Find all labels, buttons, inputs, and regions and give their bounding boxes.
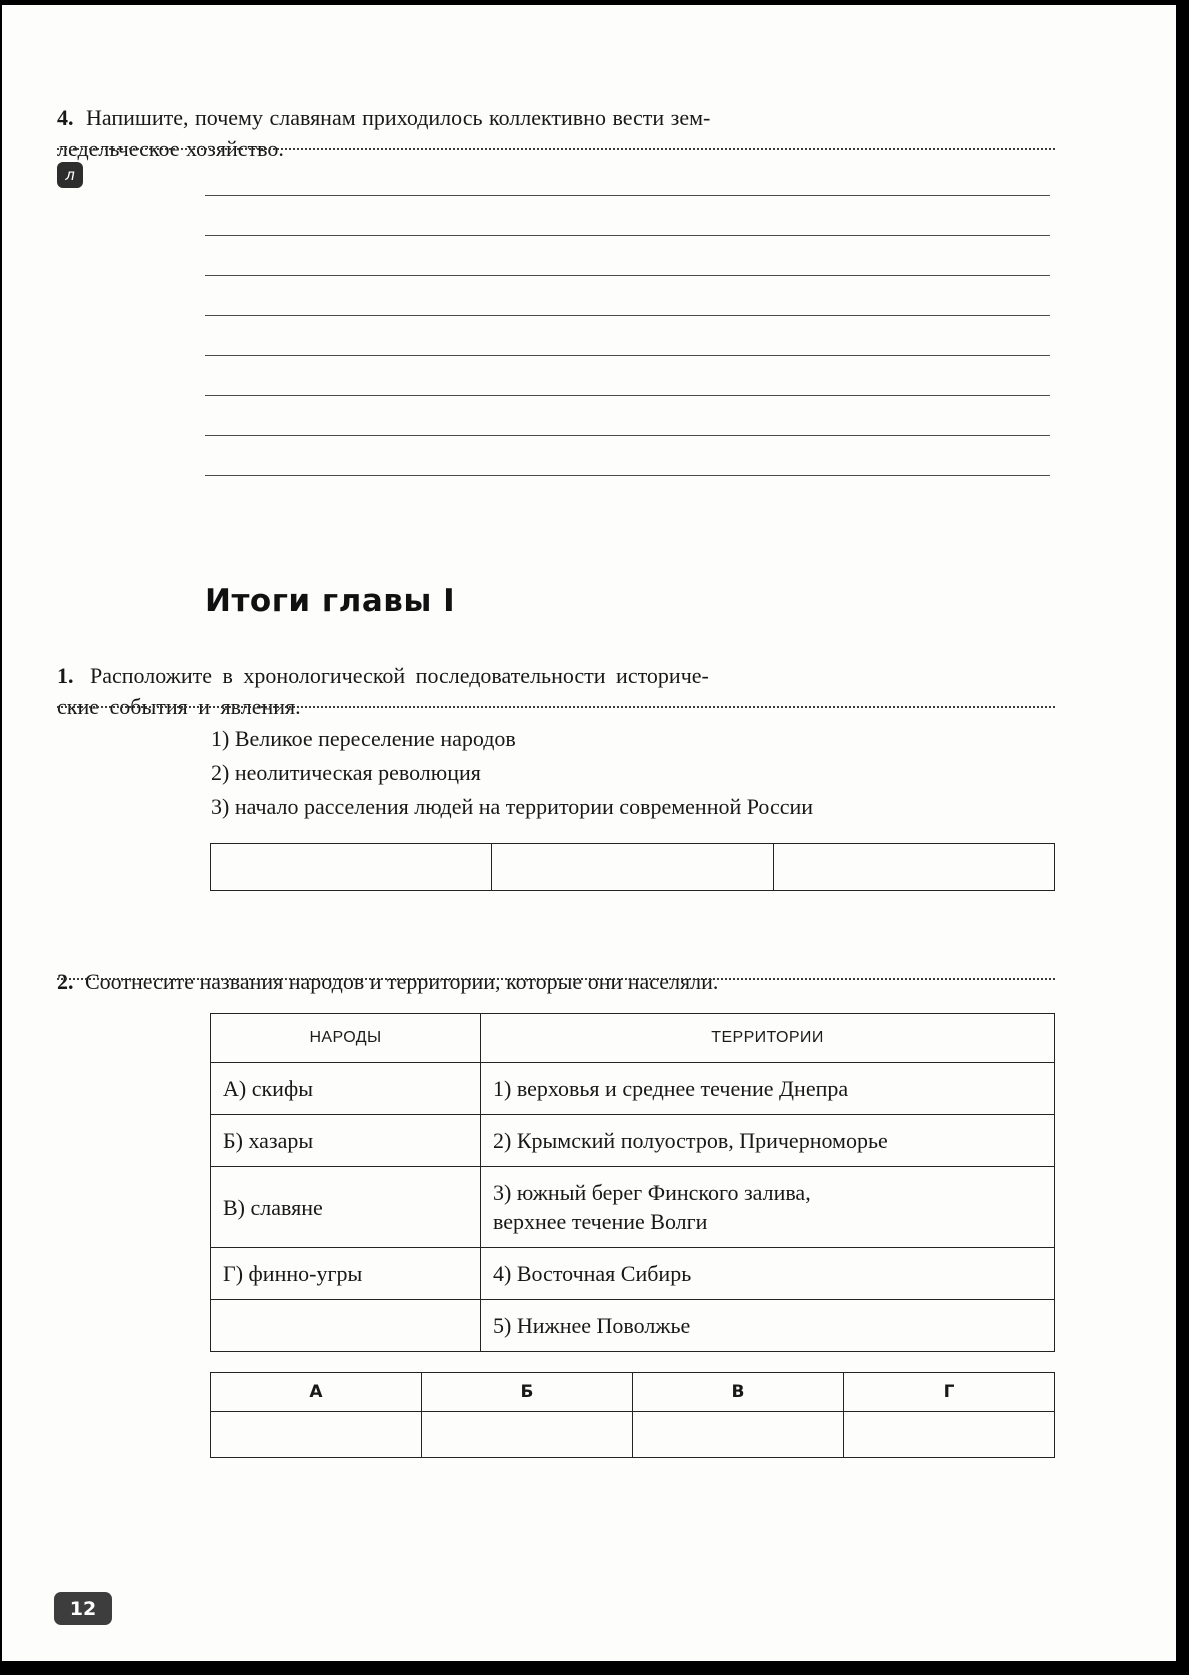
table-row (211, 1300, 1055, 1352)
table-row (211, 1248, 1055, 1300)
task1-line-2: ские события и явления. (57, 694, 301, 719)
task4-answer-lines (205, 156, 1050, 476)
table-row (211, 844, 1055, 891)
answer-cell (633, 1412, 844, 1458)
list-item: 1) Великое переселение народов (211, 726, 516, 751)
people-cell: В) славяне (211, 1167, 481, 1248)
task4-text (57, 102, 1057, 164)
task1-text (57, 660, 1062, 722)
chronology-cell (211, 844, 492, 891)
task2-matching-table (210, 1013, 1055, 1352)
answer-header-a: А (211, 1373, 422, 1412)
territory-line-1: 3) южный берег Финского залива, (493, 1180, 811, 1205)
column-header-territories: ТЕРРИТОРИИ (481, 1014, 1055, 1063)
answer-line (205, 436, 1050, 476)
task2-text (57, 966, 1067, 997)
page-number-badge: 12 (54, 1592, 112, 1625)
chronology-cell (773, 844, 1054, 891)
dotted-separator (57, 706, 1055, 708)
task1-number: 1. (57, 663, 74, 688)
task4-line-1: Напишите, почему славянам приходилось коллективно вести зем- (86, 105, 711, 130)
dotted-separator (57, 978, 1055, 980)
chronology-cell (492, 844, 773, 891)
people-cell (211, 1300, 481, 1352)
table-row (211, 1412, 1055, 1458)
people-cell: Г) финно-угры (211, 1248, 481, 1300)
answer-line (205, 196, 1050, 236)
list-item: 2) неолитическая революция (211, 760, 481, 785)
answer-header-v: В (633, 1373, 844, 1412)
people-cell: Б) хазары (211, 1115, 481, 1167)
task4-number: 4. (57, 105, 74, 130)
writing-task-icon (57, 162, 83, 188)
list-item: 3) начало расселения людей на территории современной России (211, 794, 814, 819)
territory-cell: 1) верховья и среднее течение Днепра (481, 1063, 1055, 1115)
table-row (211, 1063, 1055, 1115)
page-frame-left (0, 0, 2, 1675)
answer-header-g: Г (844, 1373, 1055, 1412)
territory-line-2: верхнее течение Волги (493, 1209, 708, 1234)
task1-line-1: Расположите в хронологической последовательности историче- (90, 663, 709, 688)
territory-cell: 4) Восточная Сибирь (481, 1248, 1055, 1300)
task4-line-2: ледельческое хозяйство. (57, 136, 284, 161)
task1-chronology-answer-table (210, 843, 1055, 891)
answer-line (205, 356, 1050, 396)
dotted-separator (57, 148, 1055, 150)
answer-line (205, 316, 1050, 356)
answer-line (205, 236, 1050, 276)
page-frame-right (1176, 0, 1189, 1675)
territory-cell: 5) Нижнее Поволжье (481, 1300, 1055, 1352)
answer-cell (422, 1412, 633, 1458)
task1-event-list (211, 722, 813, 824)
writing-task-icon-glyph: л (65, 166, 75, 184)
answer-header-b: Б (422, 1373, 633, 1412)
page-frame-bottom (0, 1661, 1189, 1675)
territory-cell: 2) Крымский полуостров, Причерноморье (481, 1115, 1055, 1167)
chapter-results-heading: Итоги главы I (205, 582, 456, 619)
answer-cell (844, 1412, 1055, 1458)
task2-answer-table (210, 1372, 1055, 1458)
table-header-row (211, 1373, 1055, 1412)
table-row (211, 1115, 1055, 1167)
page-frame-top (0, 0, 1189, 5)
task2-line-1: Соотнесите названия народов и территории, которые они населяли. (85, 969, 719, 994)
people-cell: А) скифы (211, 1063, 481, 1115)
task2-number: 2. (57, 969, 74, 994)
territory-cell (481, 1167, 1055, 1248)
answer-line (205, 276, 1050, 316)
answer-line (205, 156, 1050, 196)
answer-line (205, 396, 1050, 436)
table-row (211, 1167, 1055, 1248)
column-header-peoples: НАРОДЫ (211, 1014, 481, 1063)
table-header-row (211, 1014, 1055, 1063)
answer-cell (211, 1412, 422, 1458)
